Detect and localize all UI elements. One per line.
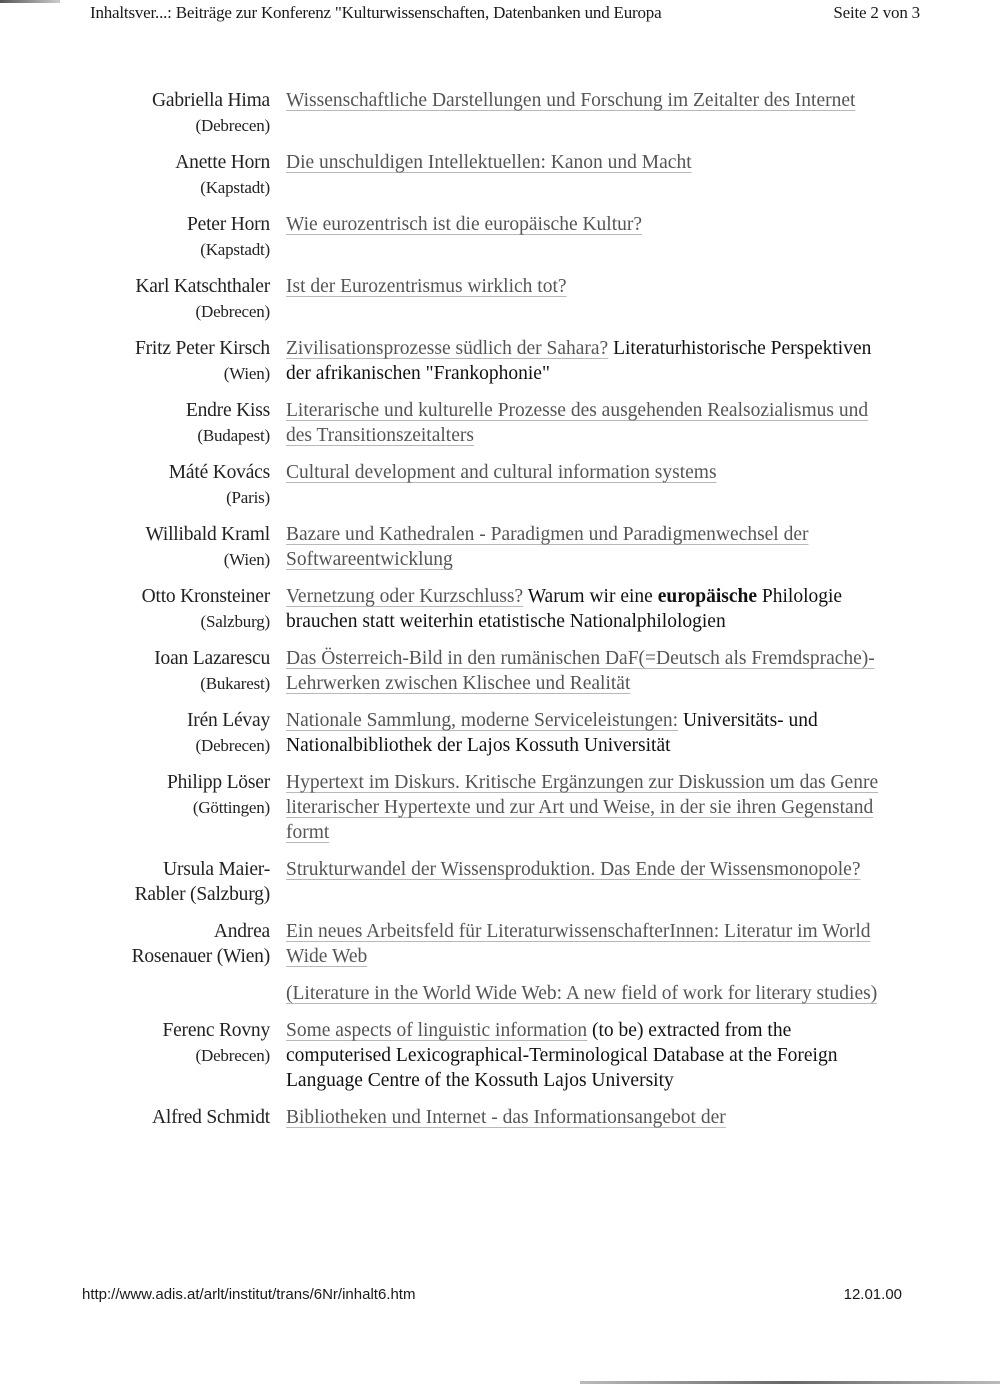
author-name: Karl Katschthaler bbox=[135, 276, 270, 297]
author-affiliation: (Debrecen) bbox=[195, 736, 270, 755]
contribution-title bbox=[286, 857, 886, 882]
contribution-entry bbox=[0, 274, 1000, 324]
author-cell bbox=[0, 646, 270, 696]
author-cell bbox=[0, 212, 270, 262]
page-url: http://www.adis.at/arlt/institut/trans/6Nr/inhalt6.htm bbox=[82, 1286, 416, 1303]
author-affiliation: (Göttingen) bbox=[192, 798, 270, 817]
title-link[interactable]: Das Österreich-Bild in den rumänischen DaF(=Deutsch als Fremdsprache)-Lehrwerken zwischen Klischee und Realität bbox=[286, 648, 875, 694]
title-text: Literaturhistorische Perspektiven der afrikanischen "Frankophonie" bbox=[286, 338, 872, 384]
author-affiliation: (Wien) bbox=[223, 550, 270, 569]
contribution-title bbox=[286, 398, 886, 448]
contribution-entry bbox=[0, 1105, 1000, 1130]
contribution-entry bbox=[0, 150, 1000, 200]
contribution-title bbox=[286, 646, 886, 696]
author-affiliation: (Kapstadt) bbox=[200, 178, 270, 197]
title-link[interactable]: Literarische und kulturelle Prozesse des ausgehenden Realsozialismus und des Transitionszeitalters bbox=[286, 400, 869, 446]
contribution-entry bbox=[0, 857, 1000, 907]
contribution-entry bbox=[0, 770, 1000, 845]
author-name: Ioan Lazarescu bbox=[154, 648, 270, 669]
print-footer bbox=[82, 1286, 902, 1303]
page-indicator: Seite 2 von 3 bbox=[833, 3, 920, 22]
author-name: Alfred Schmidt bbox=[152, 1107, 270, 1128]
author-name: Máté Kovács bbox=[168, 462, 270, 483]
author-affiliation: (Kapstadt) bbox=[200, 240, 270, 259]
author-name: Peter Horn bbox=[186, 214, 270, 235]
author-cell bbox=[0, 770, 270, 820]
contribution-entry bbox=[0, 212, 1000, 262]
author-name: Gabriella Hima bbox=[152, 90, 270, 111]
author-affiliation: (Budapest) bbox=[197, 426, 270, 445]
title-link[interactable]: Strukturwandel der Wissensproduktion. Das Ende der Wissensmonopole? bbox=[286, 859, 861, 880]
author-name: Willibald Kraml bbox=[145, 524, 270, 545]
emphasized-text: europäische bbox=[657, 586, 758, 607]
title-link[interactable]: Wie eurozentrisch ist die europäische Kultur? bbox=[286, 214, 643, 235]
scan-edge bbox=[0, 0, 60, 3]
author-name: Endre Kiss bbox=[185, 400, 270, 421]
contribution-entry bbox=[0, 646, 1000, 696]
contribution-title bbox=[286, 274, 886, 299]
title-link[interactable]: Ist der Eurozentrismus wirklich tot? bbox=[286, 276, 567, 297]
title-link[interactable]: (Literature in the World Wide Web: A new field of work for literary studies) bbox=[286, 983, 878, 1004]
author-affiliation: Rosenauer (Wien) bbox=[131, 946, 270, 967]
print-date: 12.01.00 bbox=[843, 1286, 902, 1303]
author-cell bbox=[0, 398, 270, 448]
author-affiliation: (Salzburg) bbox=[200, 612, 270, 631]
author-cell bbox=[0, 150, 270, 200]
contribution-entry bbox=[0, 398, 1000, 448]
contribution-entry bbox=[0, 919, 1000, 969]
contribution-title bbox=[286, 336, 886, 386]
title-text: Warum wir eine bbox=[523, 586, 658, 607]
contribution-title bbox=[286, 88, 886, 113]
contribution-entry bbox=[0, 1018, 1000, 1093]
contribution-title bbox=[286, 1018, 886, 1093]
author-cell bbox=[0, 460, 270, 510]
author-name: Andrea bbox=[213, 921, 270, 942]
contribution-entry bbox=[0, 522, 1000, 572]
contribution-entry bbox=[0, 336, 1000, 386]
author-name: Fritz Peter Kirsch bbox=[134, 338, 270, 359]
contribution-title bbox=[286, 150, 886, 175]
author-name: Ursula Maier- bbox=[163, 859, 270, 880]
contribution-entry bbox=[0, 88, 1000, 138]
title-link[interactable]: Cultural development and cultural information systems bbox=[286, 462, 717, 483]
author-name: Irén Lévay bbox=[187, 710, 270, 731]
contribution-entry bbox=[0, 708, 1000, 758]
scan-edge bbox=[580, 1381, 1000, 1384]
author-cell bbox=[0, 708, 270, 758]
contribution-title bbox=[286, 708, 886, 758]
contribution-title bbox=[286, 584, 886, 634]
title-link[interactable]: Hypertext im Diskurs. Kritische Ergänzungen zur Diskussion um das Genre literarischer Hypertexte und zur Art und Weise, in der sie ihren Gegenstand formt bbox=[286, 772, 879, 843]
title-link[interactable]: Die unschuldigen Intellektuellen: Kanon und Macht bbox=[286, 152, 692, 173]
author-affiliation: (Debrecen) bbox=[195, 1046, 270, 1065]
contribution-entry bbox=[0, 584, 1000, 634]
contribution-entry bbox=[0, 981, 1000, 1006]
author-affiliation: (Wien) bbox=[223, 364, 270, 383]
author-name: Ferenc Rovny bbox=[162, 1020, 270, 1041]
author-cell bbox=[0, 336, 270, 386]
print-header bbox=[90, 3, 920, 23]
author-cell bbox=[0, 1018, 270, 1068]
contribution-title bbox=[286, 212, 886, 237]
contribution-title bbox=[286, 1105, 886, 1130]
author-affiliation: (Debrecen) bbox=[195, 302, 270, 321]
title-link[interactable]: Vernetzung oder Kurzschluss? bbox=[286, 586, 524, 607]
author-cell bbox=[0, 857, 270, 907]
title-text: Universitäts- und Nationalbibliothek der Lajos Kossuth Universität bbox=[286, 710, 818, 756]
contribution-title bbox=[286, 981, 886, 1006]
contribution-title bbox=[286, 460, 886, 485]
title-link[interactable]: Bazare und Kathedralen - Paradigmen und Paradigmenwechsel der Softwareentwicklung bbox=[286, 524, 809, 570]
author-cell bbox=[0, 522, 270, 572]
contributions-list bbox=[0, 88, 1000, 1142]
author-name: Philipp Löser bbox=[166, 772, 270, 793]
author-cell bbox=[0, 88, 270, 138]
author-affiliation: Rabler (Salzburg) bbox=[134, 884, 270, 905]
author-cell bbox=[0, 919, 270, 969]
author-cell bbox=[0, 274, 270, 324]
author-affiliation: (Bukarest) bbox=[200, 674, 270, 693]
title-link[interactable]: Ein neues Arbeitsfeld für LiteraturwissenschafterInnen: Literatur im World Wide Web bbox=[286, 921, 871, 967]
title-link[interactable]: Bibliotheken und Internet - das Informationsangebot der bbox=[286, 1107, 726, 1128]
title-link[interactable]: Some aspects of linguistic information bbox=[286, 1020, 588, 1041]
author-cell bbox=[0, 1105, 270, 1130]
contribution-title bbox=[286, 522, 886, 572]
author-name: Anette Horn bbox=[175, 152, 270, 173]
contribution-title bbox=[286, 919, 886, 969]
author-cell bbox=[0, 584, 270, 634]
title-link[interactable]: Zivilisationsprozesse südlich der Sahara? bbox=[286, 338, 609, 359]
title-link[interactable]: Wissenschaftliche Darstellungen und Forschung im Zeitalter des Internet bbox=[286, 90, 856, 111]
contribution-title bbox=[286, 770, 886, 845]
author-affiliation: (Debrecen) bbox=[195, 116, 270, 135]
page-title: Inhaltsver...: Beiträge zur Konferenz "Kulturwissenschaften, Datenbanken und Europa bbox=[90, 3, 662, 22]
contribution-entry bbox=[0, 460, 1000, 510]
title-text: (to be) extracted from the computerised Lexicographical-Terminological Database at the Foreign Language Centre of the Kossuth Lajos University bbox=[286, 1020, 838, 1091]
title-link[interactable]: Nationale Sammlung, moderne Serviceleistungen: bbox=[286, 710, 679, 731]
author-name: Otto Kronsteiner bbox=[141, 586, 270, 607]
title-text: Philologie brauchen statt weiterhin etatistische Nationalphilologien bbox=[286, 586, 843, 632]
author-affiliation: (Paris) bbox=[226, 488, 270, 507]
